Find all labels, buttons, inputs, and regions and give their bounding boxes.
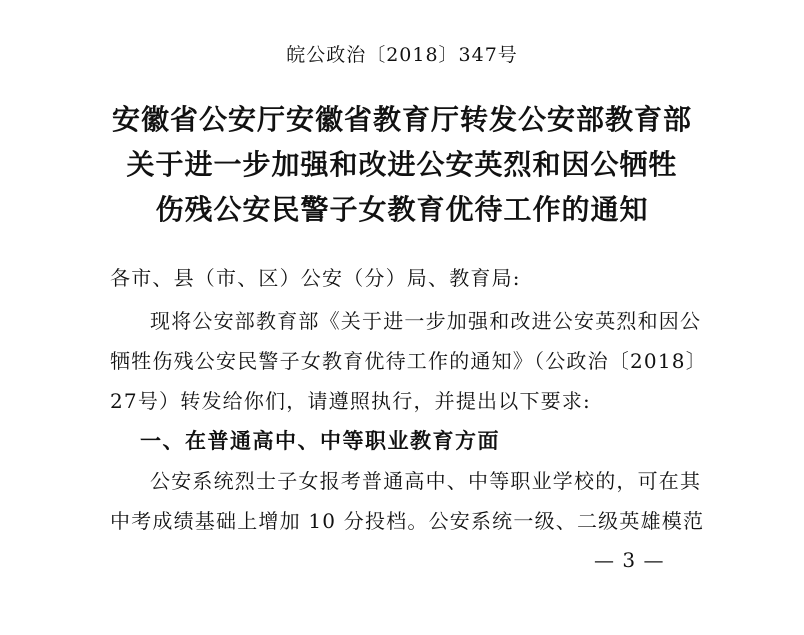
document-title-line-1: 安徽省公安厅安徽省教育厅转发公安部教育部 (111, 103, 692, 136)
section-heading: 一、在普通高中、中等职业教育方面 (140, 429, 500, 453)
document-title-line-3: 伤残公安民警子女教育优待工作的通知 (155, 193, 649, 226)
paragraph-line-3: 27号）转发给你们，请遵照执行，并提出以下要求: (110, 389, 591, 413)
page-number: — 3 — (594, 548, 665, 572)
document-title-line-2: 关于进一步加强和改进公安英烈和因公牺牲 (126, 148, 678, 181)
paragraph-line-2: 牺牲伤残公安民警子女教育优待工作的通知》（公政治〔2018〕 (110, 349, 707, 373)
document-number: 皖公政治〔2018〕347号 (286, 44, 518, 66)
section-line-2: 中考成绩基础上增加 10 分投档。公安系统一级、二级英雄模范 (110, 509, 705, 533)
salutation: 各市、县（市、区）公安（分）局、教育局: (110, 266, 521, 290)
paragraph-line-1: 现将公安部教育部《关于进一步加强和改进公安英烈和因公 (150, 309, 702, 333)
section-line-1: 公安系统烈士子女报考普通高中、中等职业学校的，可在其 (150, 469, 702, 493)
